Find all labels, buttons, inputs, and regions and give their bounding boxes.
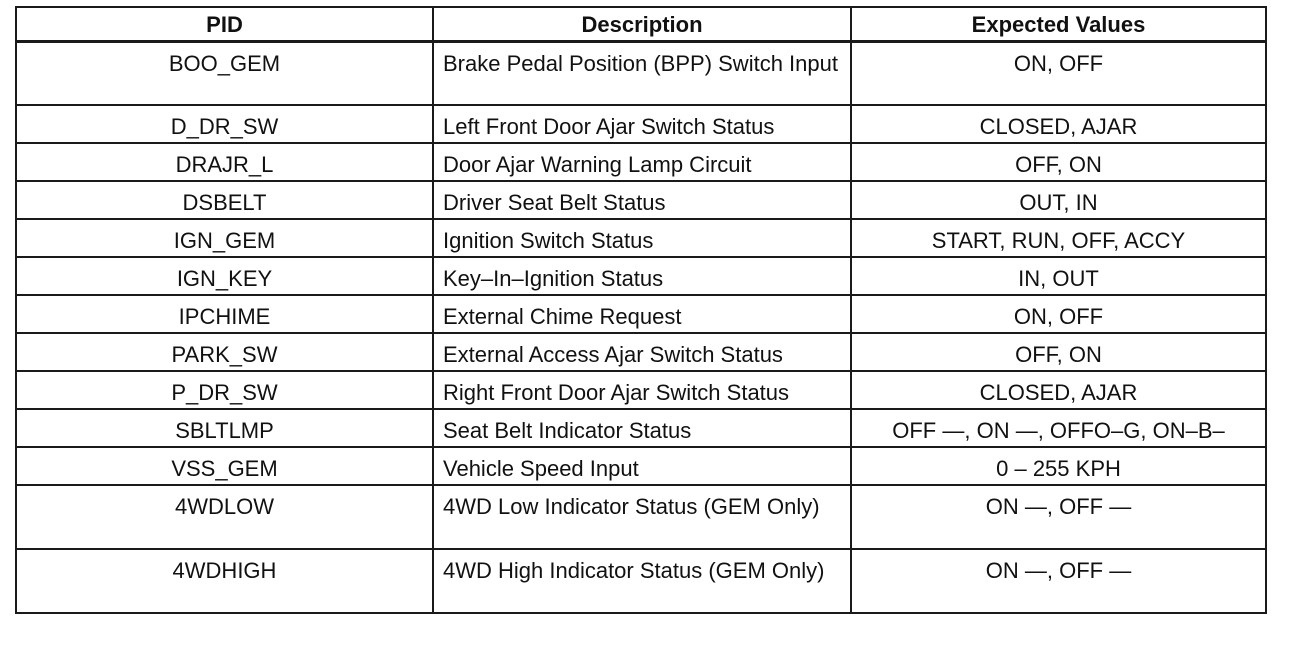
table-row bbox=[16, 219, 1266, 257]
description-cell: 4WD High Indicator Status (GEM Only) bbox=[433, 549, 851, 613]
column-header-pid: PID bbox=[16, 7, 433, 41]
table-row bbox=[16, 549, 1266, 613]
expected-values-cell: ON —, OFF — bbox=[851, 485, 1266, 549]
pid-cell: VSS_GEM bbox=[16, 447, 433, 485]
description-cell: Left Front Door Ajar Switch Status bbox=[433, 105, 851, 143]
table-row bbox=[16, 105, 1266, 143]
table-row bbox=[16, 41, 1266, 105]
pid-cell: P_DR_SW bbox=[16, 371, 433, 409]
pid-cell: DRAJR_L bbox=[16, 143, 433, 181]
pid-cell: IGN_KEY bbox=[16, 257, 433, 295]
column-header-expected-values: Expected Values bbox=[851, 7, 1266, 41]
table-row bbox=[16, 447, 1266, 485]
expected-values-cell: CLOSED, AJAR bbox=[851, 105, 1266, 143]
expected-values-cell: ON —, OFF — bbox=[851, 549, 1266, 613]
pid-cell: 4WDLOW bbox=[16, 485, 433, 549]
table-row bbox=[16, 257, 1266, 295]
pid-cell: SBLTLMP bbox=[16, 409, 433, 447]
pid-cell: DSBELT bbox=[16, 181, 433, 219]
pid-cell: PARK_SW bbox=[16, 333, 433, 371]
table-row bbox=[16, 371, 1266, 409]
pid-cell: 4WDHIGH bbox=[16, 549, 433, 613]
pid-cell: IPCHIME bbox=[16, 295, 433, 333]
table-row bbox=[16, 409, 1266, 447]
description-cell: Ignition Switch Status bbox=[433, 219, 851, 257]
expected-values-cell: ON, OFF bbox=[851, 295, 1266, 333]
expected-values-cell: ON, OFF bbox=[851, 41, 1266, 105]
pid-cell: D_DR_SW bbox=[16, 105, 433, 143]
description-cell: 4WD Low Indicator Status (GEM Only) bbox=[433, 485, 851, 549]
pid-table bbox=[15, 6, 1267, 614]
description-cell: Seat Belt Indicator Status bbox=[433, 409, 851, 447]
table-row bbox=[16, 143, 1266, 181]
column-header-description: Description bbox=[433, 7, 851, 41]
description-cell: External Chime Request bbox=[433, 295, 851, 333]
expected-values-cell: OFF —, ON —, OFFO–G, ON–B– bbox=[851, 409, 1266, 447]
table-header-row bbox=[16, 7, 1266, 41]
description-cell: External Access Ajar Switch Status bbox=[433, 333, 851, 371]
expected-values-cell: OFF, ON bbox=[851, 333, 1266, 371]
pid-cell: BOO_GEM bbox=[16, 41, 433, 105]
expected-values-cell: IN, OUT bbox=[851, 257, 1266, 295]
table-row bbox=[16, 485, 1266, 549]
expected-values-cell: START, RUN, OFF, ACCY bbox=[851, 219, 1266, 257]
description-cell: Door Ajar Warning Lamp Circuit bbox=[433, 143, 851, 181]
table-row bbox=[16, 333, 1266, 371]
description-cell: Key–In–Ignition Status bbox=[433, 257, 851, 295]
description-cell: Vehicle Speed Input bbox=[433, 447, 851, 485]
expected-values-cell: OUT, IN bbox=[851, 181, 1266, 219]
description-cell: Right Front Door Ajar Switch Status bbox=[433, 371, 851, 409]
pid-cell: IGN_GEM bbox=[16, 219, 433, 257]
expected-values-cell: 0 – 255 KPH bbox=[851, 447, 1266, 485]
description-cell: Driver Seat Belt Status bbox=[433, 181, 851, 219]
table-row bbox=[16, 295, 1266, 333]
expected-values-cell: OFF, ON bbox=[851, 143, 1266, 181]
expected-values-cell: CLOSED, AJAR bbox=[851, 371, 1266, 409]
description-cell: Brake Pedal Position (BPP) Switch Input bbox=[433, 41, 851, 105]
table-row bbox=[16, 181, 1266, 219]
